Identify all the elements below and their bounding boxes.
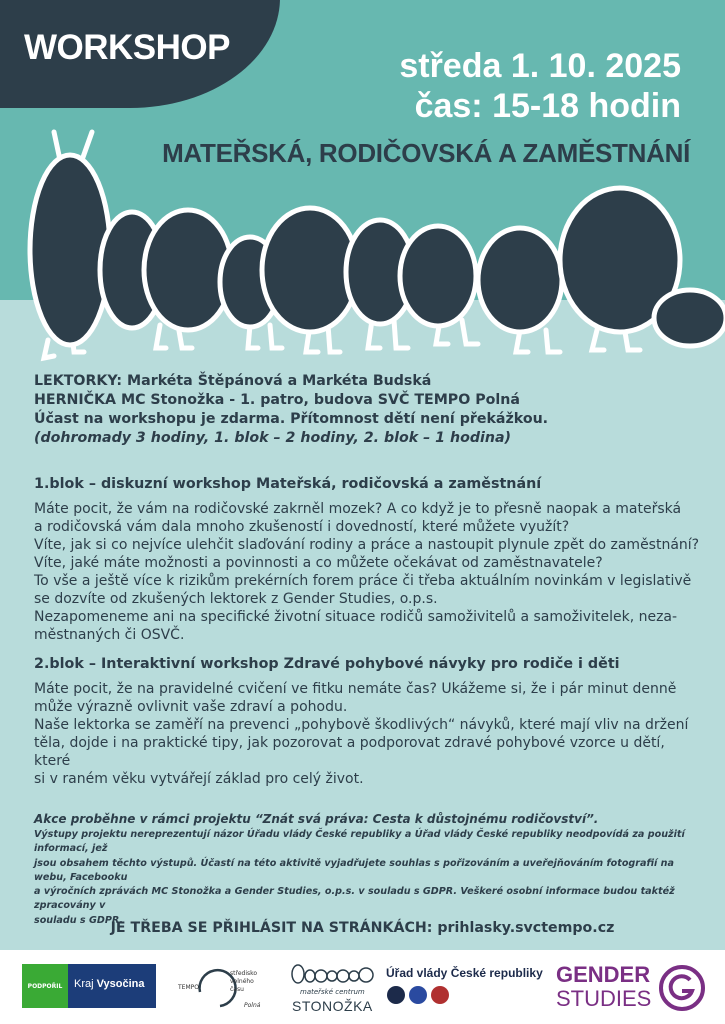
mc-stonozka-logo: [290, 962, 376, 1014]
venue: HERNIČKA MC Stonožka - 1. patro, budova SVČ TEMPO Polná: [34, 392, 520, 408]
gender-word: GENDER: [556, 962, 651, 987]
block1-line: Víte, jaké máte možnosti a povinnosti a co můžete očekávat od zaměstnavatele?: [34, 555, 603, 571]
block1-line: To vše a ještě více k rizikům prekérních forem práce či třeba aktuálním novinkám v legislativě: [34, 573, 692, 589]
tempo-signature: Polná: [244, 1002, 261, 1009]
kraj-name: Vysočina: [96, 978, 145, 990]
page-title: MATEŘSKÁ, RODIČOVSKÁ A ZAMĚSTNÁNÍ: [162, 138, 690, 168]
registration-link[interactable]: JE TŘEBA SE PŘIHLÁSIT NA STRÁNKÁCH: prihlasky.svctempo.cz: [110, 920, 615, 936]
studies-word: STUDIES: [556, 986, 652, 1011]
block1-line: Víte, jak si co nejvíce ulehčit slaďování rodiny a práce a nastoupit plynule zpět do zaměstnání?: [34, 537, 700, 553]
block1-line: a rodičovská vám dala mnoho zkušeností i dovedností, které můžete využít?: [34, 519, 570, 535]
supported-by-label: PODPOŘIL: [22, 964, 68, 1008]
block1-text: [34, 500, 704, 644]
gender-studies-g-icon: [658, 964, 706, 1012]
mc-subtitle: mateřské centrum: [300, 988, 365, 996]
kraj-vysocina-logo: [22, 964, 156, 1008]
block1-line: se dozvíte od zkušených lektorek z Gender Studies, o.p.s.: [34, 591, 438, 607]
block2-line: si v raném věku vytvářejí základ pro celý život.: [34, 771, 364, 787]
urad-vlady-name: Úřad vlády České republiky: [386, 966, 543, 980]
urad-symbols-icon: [386, 984, 456, 1006]
partner-logos: [0, 958, 725, 1018]
lecturers: LEKTORKY: Markéta Štěpánová a Markéta Budská: [34, 373, 432, 389]
tempo-logo: [178, 962, 270, 1012]
tempo-subtitle: středisko volného času: [230, 970, 258, 993]
disclaimer-line: souladu s GDPR.: [34, 914, 124, 926]
block2-text: [34, 680, 704, 788]
block2-line: Máte pocit, že na pravidelné cvičení ve fitku nemáte čas? Ukážeme si, že i pár minut denně: [34, 681, 677, 697]
block1-line: Nezapomeneme ani na specifické životní situace rodičů samoživitelů a samoživitelek, neza-: [34, 609, 678, 625]
project-note: [34, 812, 704, 928]
event-date: středa 1. 10. 2025: [399, 47, 681, 85]
content: [34, 372, 704, 928]
block2-line: může výrazně ovlivnit vaše zdraví a pohodu.: [34, 699, 348, 715]
block2-line: Naše lektorka se zaměří na prevenci „pohybově škodlivých“ návyků, které mají vliv na držení: [34, 717, 689, 733]
block1-line: Máte pocit, že vám na rodičovské zakrněl mozek? A co když je to přesně naopak a mateřská: [34, 501, 682, 517]
block2-line: těla, dojde i na praktické tipy, jak pozorovat a podporovat zdravé pohybové vzorce u dětí, které: [34, 735, 665, 769]
urad-vlady-logo: [386, 966, 552, 1012]
disclaimer-line: jsou obsahem těchto výstupů. Účastí na této aktivitě vyjadřujete souhlas s pořizováním a uveřejňováním fotografií na webu, Facebooku: [34, 857, 674, 883]
tempo-name: TEMPO: [178, 984, 199, 991]
block1-title: 1.blok – diskuzní workshop Mateřská, rodičovská a zaměstnání: [34, 476, 542, 492]
admission: Účast na workshopu je zdarma. Přítomnost dětí není překážkou.: [34, 411, 549, 427]
event-datetime: [399, 46, 681, 126]
disclaimer-line: Výstupy projektu nereprezentují názor Úřadu vlády České republiky a Úřad vlády České republiky neodpovídá za použití informací, jež: [34, 829, 685, 855]
gender-studies-logo: [556, 962, 706, 1014]
mc-name: STONOŽKA: [292, 998, 373, 1014]
stonozka-caterpillar-icon: [290, 962, 376, 986]
disclaimer-line: a výročních zprávách MC Stonožka a Gender Studies, o.p.s. v souladu s GDPR. Veškeré osobní informace budou taktéž zpracovány v: [34, 886, 675, 912]
event-info: [34, 372, 704, 448]
workshop-label: WORKSHOP: [24, 28, 230, 67]
caterpillar-body-icon: [30, 155, 725, 346]
event-time: čas: 15-18 hodin: [414, 87, 681, 125]
project-lead: Akce proběhne v rámci projektu “Znát svá práva: Cesta k důstojnému rodičovství”.: [34, 812, 599, 826]
duration: (dohromady 3 hodiny, 1. blok – 2 hodiny, 2. blok – 1 hodina): [34, 430, 512, 446]
block1-line: městnaných či OSVČ.: [34, 627, 185, 643]
kraj-prefix: Kraj: [74, 978, 94, 990]
block2-title: 2.blok – Interaktivní workshop Zdravé pohybové návyky pro rodiče i děti: [34, 656, 620, 672]
